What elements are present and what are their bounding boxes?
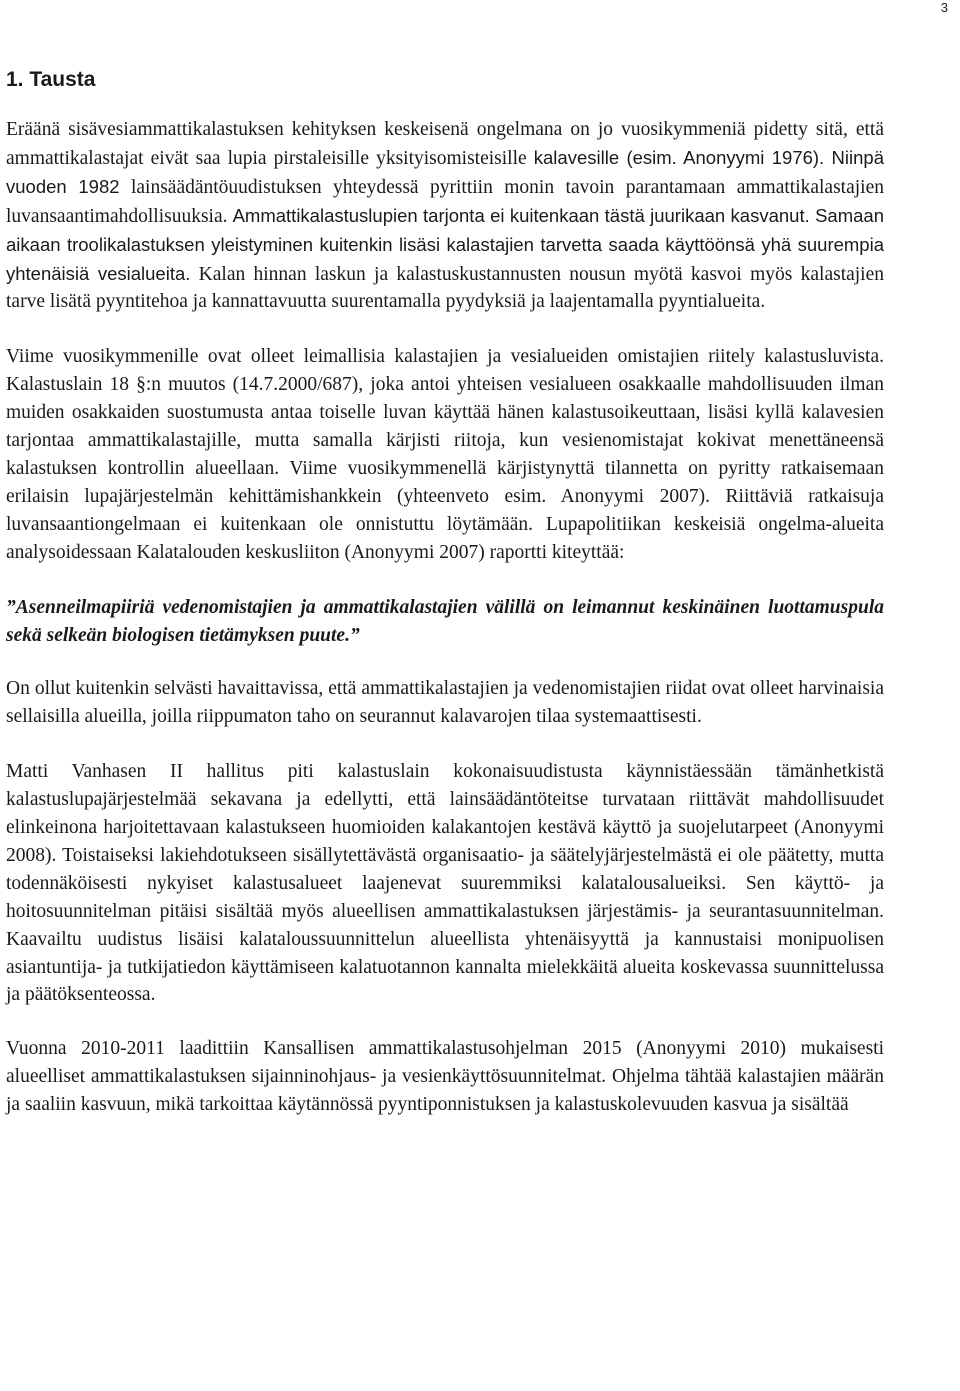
paragraph-background-part-1: Eräänä sisävesiammattikalastuksen kehityksen keskeisenä ongelmana on jo vuosikymmeniä pidetty sitä, että ammattikalastajat eivät saa lupia pirstaleisille yksityisomisteisille: [6, 119, 884, 169]
paragraph-background-part-3: lainsäädäntöuudistuksen yhteydessä pyrittiin monin tavoin parantamaan ammattikalastajien luvansaantimahdollisuuksia.: [6, 176, 884, 227]
paragraph-background-part-4: Ammattikalastuslupien tarjonta ei kuitenkaan tästä juurikaan kasvanut. Samaan aikaan troolikalastuksen yleistyminen kuitenkin lisäsi kalastajien tarvetta saada käyttöönsä yhä suurempia yhtenäisiä vesialueita.: [6, 204, 884, 284]
block-quote: ”Asenneilmapiiriä vedenomistajien ja ammattikalastajien välillä on leimannut keskinäinen luottamuspula sekä selkeän biologisen tietämyksen puute.”: [6, 596, 884, 646]
paragraph-government: Matti Vanhasen II hallitus piti kalastuslain kokonaisuudistusta käynnistäessään tämänhetkistä kalastuslupajärjestelmää sekavana ja edellytti, että lainsäädäntöteitse turvataan riittävät mahdollisuudet elinkeinona harjoitettavaan kalastukseen huomioiden kalakantojen kestävä käyttö ja suojelutarpeet (Anonyymi 2008). Toistaiseksi lakiehdotukseen sisällytettävästä organisaatio- ja säätelyjärjestelmästä ei ole päätetty, mutta todennäköisesti nykyiset kalastusalueet laajenevat suuremmiksi kalatalousalueiksi. Sen käyttö- ja hoitosuunnitelman pitäisi sisältää myös alueellisen ammattikalastuksen järjestämis- ja seurantasuunnitelman. Kaavailtu uudistus lisäisi kalataloussuunnittelun alueellista yhtenäisyyttä ja kannustaisi monipuolisen asiantuntija- ja tutkijatiedon käyttämiseen kalatuotannon kannalta mielekkäitä alueita koskevassa suunnittelussa ja päätöksenteossa.: [6, 761, 884, 1006]
paragraph-disputes: Viime vuosikymmenille ovat olleet leimallisia kalastajien ja vesialueiden omistajien riitely kalastusluvista. Kalastuslain 18 §:n muutos (14.7.2000/687), joka antoi yhteisen vesialueen osakkaalle mahdollisuuden ilman muiden osakkaiden suostumusta antaa toiselle luvan käyttää hänen kalastusoikeuttaan, lisäsi kyllä kalavesien tarjontaa ammattikalastajille, mutta samalla kärjisti riitoja, kun vesienomistajat kokivat menettäneensä kalastuksen kontrollin alueellaan. Viime vuosikymmenellä kärjistynyttä tilannetta on pyritty ratkaisemaan erilaisin lupajärjestelmän kehittämishankkein (yhteenveto esim. Anonyymi 2007). Riittäviä ratkaisuja luvansaantiongelmaan ei kuitenkaan ole onnistuttu löytämään. Lupapolitiikan keskeisiä ongelma-alueita analysoidessaan Kalatalouden keskusliiton (Anonyymi 2007) raportti kiteyttää:: [6, 346, 884, 563]
paragraph-observation: On ollut kuitenkin selvästi havaittavissa, että ammattikalastajien ja vedenomistajien riidat ovat olleet harvinaisia sellaisilla alueilla, joilla riippumaton taho on seurannut kalavarojen tilaa systemaattisesti.: [6, 678, 884, 728]
paragraph-background-part-2: kalavesille (esim. Anonyymi 1976). Niinpä vuoden 1982: [6, 146, 885, 197]
paragraph-national-program: Vuonna 2010-2011 laadittiin Kansallisen ammattikalastusohjelman 2015 (Anonyymi 2010) mukaisesti alueelliset ammattikalastuksen sijainninohjaus- ja vesienkäyttösuunnitelmat. Ohjelma tähtää kalastajien määrän ja saaliin kasvuun, mikä tarkoittaa käytännössä pyyntiponnistuksen ja kalastuskolevuuden kasvua ja sisältää: [6, 1038, 884, 1116]
section-heading: 1. Tausta: [6, 68, 96, 91]
paragraph-background-part-5: Kalan hinnan laskun ja kalastuskustannusten nousun myötä kasvoi myös kalastajien tarve lisätä pyyntitehoa ja kannattavuutta suurentamalla pyydyksiä ja laajentamalla pyyntialueita.: [6, 263, 885, 313]
page-number: 3: [940, 0, 948, 15]
document-body: [6, 68, 884, 1119]
paragraph-background: [6, 116, 884, 316]
